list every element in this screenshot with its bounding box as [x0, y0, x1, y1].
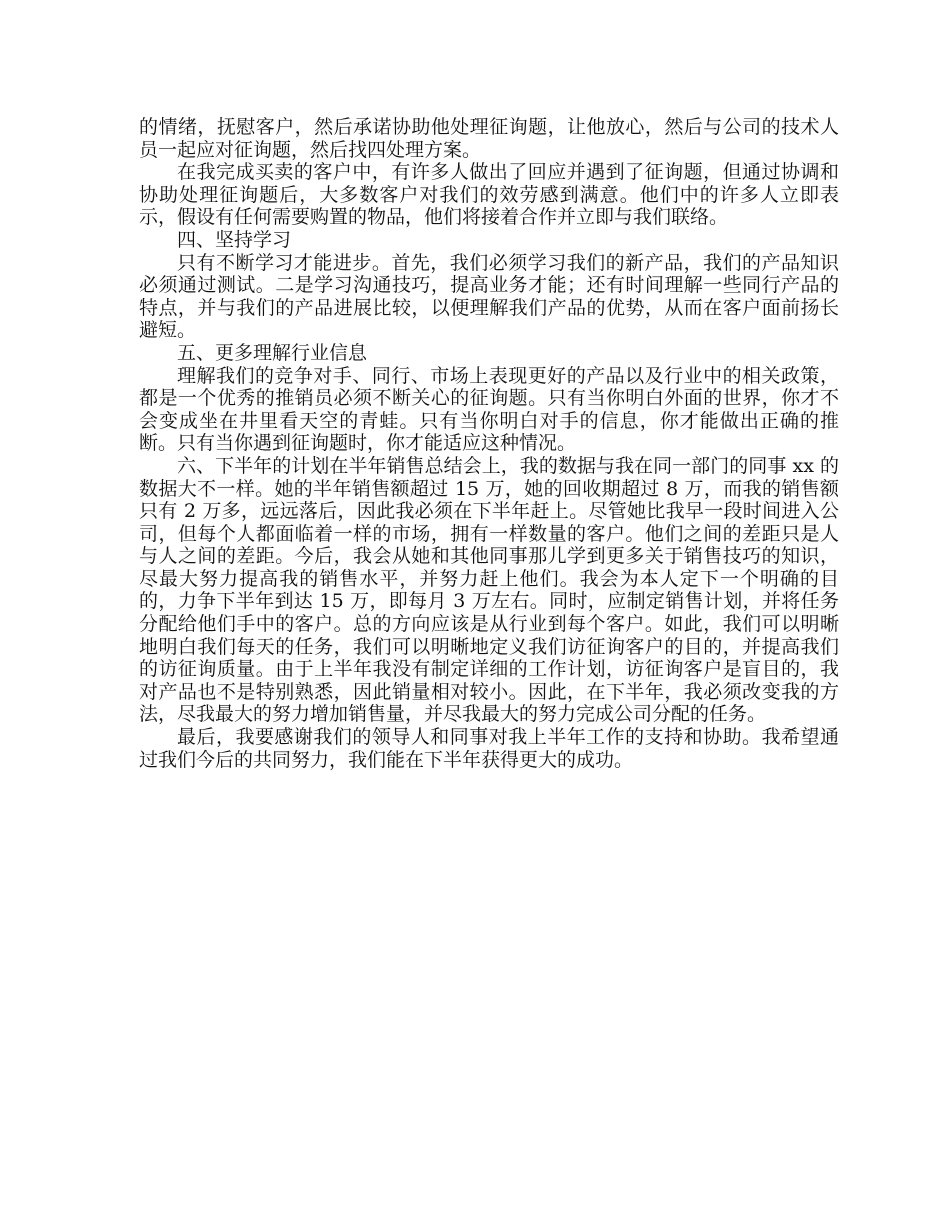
paragraph-second-half-plan: 六、下半年的计划在半年销售总结会上，我的数据与我在同一部门的同事 xx 的数据大不一样。她的半年销售额超过 15 万，她的回收期超过 8 万，而我的销售额只有 2 万多，远远落后，因此我必须在下半年赶上。尽管她比我早一段时间进入公司，但每个人都面临着一样的市场，拥有一样数量的客户。他们之间的差距只是人与人之间的差距。今后，我会从她和其他同事那儿学到更多关于销售技巧的知识，尽最大努力提高我的销售水平，并努力赶上他们。我会为本人定下一个明确的目的，力争下半年到达 15 万，即每月 3 万左右。同时，应制定销售计划，并将任务分配给他们手中的客户。总的方向应该是从行业到每个客户。如此，我们可以明晰地明白我们每天的任务，我们可以明晰地定义我们访征询客户的目的，并提高我们的访征询质量。由于上半年我没有制定详细的工作计划，访征询客户是盲目的，我对产品也不是特别熟悉，因此销量相对较小。因此，在下半年，我必须改变我的方法，尽我最大的努力增加销售量，并尽我最大的努力完成公司分配的任务。: [139, 454, 839, 726]
section-heading-keep-learning: 四、坚持学习: [177, 228, 292, 251]
paragraph-keep-learning: 只有不断学习才能进步。首先，我们必须学习我们的新产品，我们的产品知识必须通过测试。二是学习沟通技巧，提高业务才能；还有时间理解一些同行产品的特点，并与我们的产品进展比较，以便理解我们产品的优势，从而在客户面前扬长避短。: [139, 251, 839, 342]
paragraph-industry-info: 理解我们的竞争对手、同行、市场上表现更好的产品以及行业中的相关政策，都是一个优秀的推销员必须不断关心的征询题。只有当你明白外面的世界，你才不会变成坐在井里看天空的青蛙。只有当你明白对手的信息，你才能做出正确的推断。只有当你遇到征询题时，你才能适应这种情况。: [139, 364, 839, 455]
paragraph-customer-feedback: 在我完成买卖的客户中，有许多人做出了回应并遇到了征询题，但通过协调和协助处理征询题后，大多数客户对我们的效劳感到满意。他们中的许多人立即表示，假设有任何需要购置的物品，他们将接着合作并立即与我们联络。: [139, 161, 839, 229]
section-heading-industry-info: 五、更多理解行业信息: [177, 341, 368, 364]
paragraph-continuation: 的情绪，抚慰客户，然后承诺协助他处理征询题，让他放心，然后与公司的技术人员一起应对征询题，然后找四处理方案。: [139, 116, 839, 161]
document-body: [139, 116, 839, 771]
paragraph-closing: 最后，我要感谢我们的领导人和同事对我上半年工作的支持和协助。我希望通过我们今后的共同努力，我们能在下半年获得更大的成功。: [139, 726, 839, 771]
